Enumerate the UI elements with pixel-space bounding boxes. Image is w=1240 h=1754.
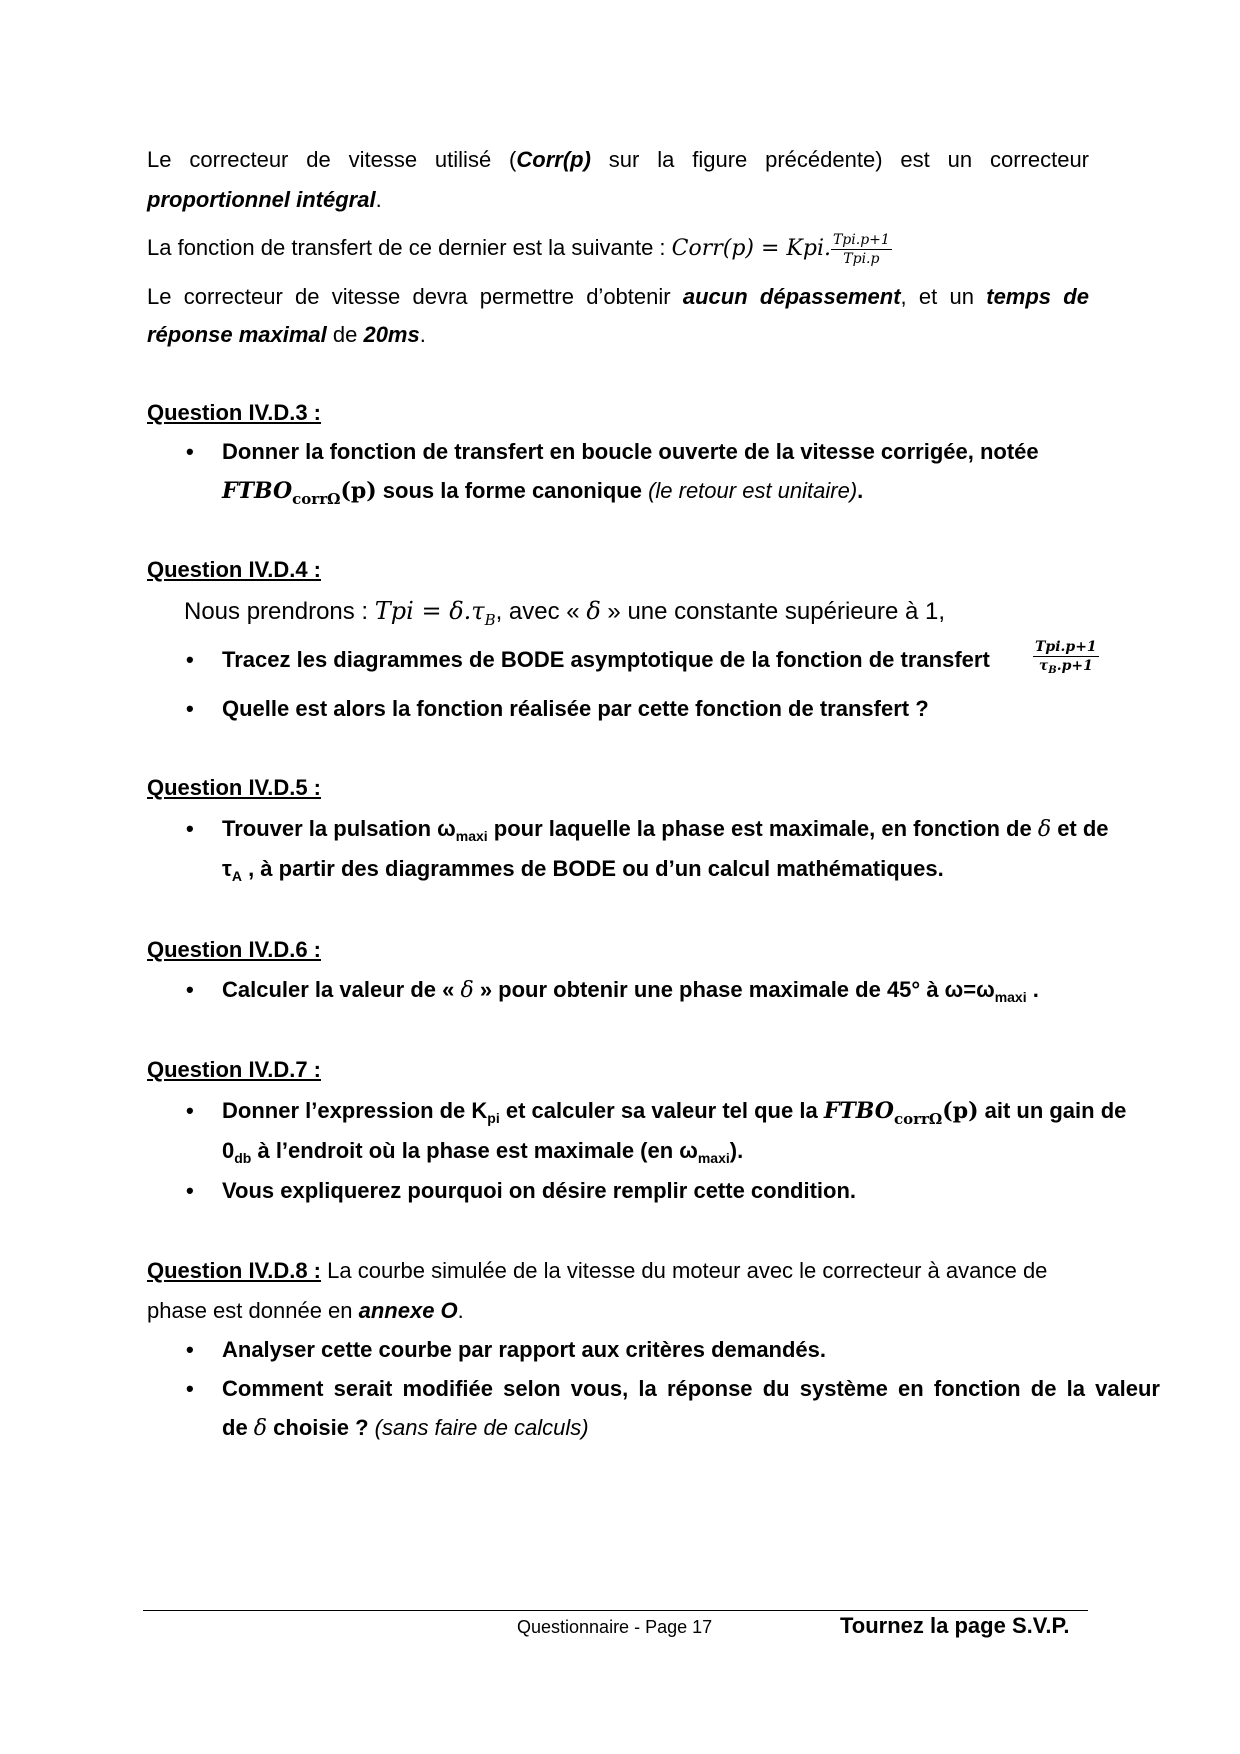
delta-symbol: δ: [253, 1416, 268, 1441]
fraction-denominator: [1033, 657, 1099, 676]
omega-subscript: maxi: [697, 1150, 730, 1166]
text-span: Donner l’expression de K: [222, 1098, 488, 1123]
ftbo-argument: (p): [942, 1098, 979, 1124]
text-span: , avec «: [495, 598, 587, 625]
delta-symbol: δ: [1037, 817, 1052, 842]
tau-symbol: τ: [222, 856, 232, 881]
text-span: et de: [1051, 816, 1109, 841]
text-span: .: [419, 322, 426, 347]
annex-reference: annexe O: [358, 1298, 458, 1323]
q5-item-line-2: [222, 854, 944, 891]
bode-fraction: [1033, 640, 1099, 676]
q4-item-2: [222, 694, 929, 724]
ftbo-subscript: corrΩ: [292, 490, 341, 508]
text-span: .: [457, 1298, 464, 1323]
bullet-icon: •: [186, 1376, 194, 1401]
tau-subscript: B: [1048, 665, 1057, 676]
intro-line-4: [147, 320, 426, 350]
fraction-denominator: Tpi.p: [843, 250, 880, 267]
text-span: » pour obtenir une phase maximale de 45° à ω=ω: [473, 977, 995, 1002]
bullet-icon: •: [186, 1337, 194, 1362]
tau-subscript: A: [231, 868, 242, 884]
omega-subscript: maxi: [455, 828, 488, 844]
text-span: Nous prendrons :: [184, 598, 375, 625]
bullet-icon: •: [186, 647, 194, 672]
text-span: Comment serait modifiée selon vous, la réponse du système en fonction de la valeur: [222, 1376, 1160, 1401]
corr-formula: Corr(p) = Kpi.: [671, 236, 831, 261]
text-span: choisie ?: [267, 1415, 375, 1440]
bullet-icon: •: [186, 977, 194, 1002]
tau-subscript: B: [484, 611, 496, 629]
bullet-icon: •: [186, 439, 194, 464]
question-heading-7: Question IV.D.7 :: [147, 1057, 322, 1082]
response-time-value: 20ms: [363, 322, 420, 347]
q5-item-line-1: [222, 814, 1109, 851]
q3-item-line-2: [222, 476, 863, 514]
text-span: .: [857, 478, 864, 503]
text-span: ).: [729, 1138, 744, 1163]
kpi-subscript: pi: [487, 1110, 500, 1126]
q4-item-1: [222, 645, 990, 675]
ftbo-symbol: FTBO: [222, 478, 293, 504]
ftbo-argument: (p): [340, 478, 377, 504]
text-span: La courbe simulée de la vitesse du moteur avec le correcteur à avance de: [321, 1258, 1048, 1283]
text-span: » une constante supérieure à 1,: [600, 598, 946, 625]
text-span: Quelle est alors la fonction réalisée par cette fonction de transfert ?: [222, 696, 929, 721]
bullet-icon: •: [186, 816, 194, 841]
intro-line-3: [147, 282, 1089, 312]
q8-item-1: [222, 1335, 826, 1365]
intro-line-1: [147, 145, 1089, 175]
intro-line-2: [147, 185, 382, 215]
omega-subscript: maxi: [994, 989, 1027, 1005]
q8-line-1: [147, 1256, 1047, 1286]
q8-item-2-line-2: [222, 1413, 589, 1444]
q6-item: [222, 975, 1039, 1012]
text-span: La fonction de transfert de ce dernier est la suivante :: [147, 235, 672, 260]
db-subscript: db: [234, 1150, 252, 1166]
text-span: Le correcteur de vitesse utilisé (: [147, 147, 517, 172]
text-span: .: [1026, 977, 1039, 1002]
response-time-term: réponse maximal: [147, 322, 327, 347]
text-span: phase est donnée en: [147, 1298, 359, 1323]
ftbo-subscript: corrΩ: [893, 1110, 943, 1128]
text-span: , à partir des diagrammes de BODE ou d’un calcul mathématiques.: [241, 856, 944, 881]
text-span: de: [222, 1415, 254, 1440]
corr-p-term: Corr(p): [516, 147, 591, 172]
text-span: 0: [222, 1138, 235, 1163]
transfer-function-line: [147, 230, 892, 267]
text-span: sur la figure précédente) est un correcteur: [590, 147, 1090, 172]
fraction-numerator: Tpi.p+1: [1035, 639, 1097, 655]
question-heading-4: Question IV.D.4 :: [147, 557, 322, 582]
text-span: Trouver la pulsation: [222, 816, 438, 841]
delta-symbol: δ: [460, 978, 474, 1003]
q8-line-2: [147, 1296, 464, 1326]
omega-symbol: ω: [437, 816, 456, 841]
text-span: Calculer la valeur de «: [222, 977, 461, 1002]
fraction-numerator: Tpi.p+1: [832, 231, 890, 248]
q8-item-2-line-1: [222, 1374, 1160, 1404]
text-span: Le correcteur de vitesse devra permettre d’obtenir: [147, 284, 683, 309]
question-heading-3: Question IV.D.3 :: [147, 400, 322, 425]
no-calculation-note: (sans faire de calculs): [374, 1415, 589, 1440]
bullet-icon: •: [186, 1178, 194, 1203]
tpi-formula: Tpi = δ.τ: [374, 597, 485, 625]
text-span: à l’endroit où la phase est maximale (en ω: [251, 1138, 698, 1163]
corr-fraction: [831, 233, 892, 266]
unit-feedback-note: (le retour est unitaire): [648, 478, 858, 503]
lead-fraction: [1033, 640, 1099, 676]
ftbo-symbol: FTBO: [823, 1098, 894, 1124]
text-span: ait un gain de: [978, 1098, 1127, 1123]
question-heading-6: Question IV.D.6 :: [147, 937, 322, 962]
text-span: sous la forme canonique: [376, 478, 649, 503]
bullet-icon: •: [186, 696, 194, 721]
text-span: Vous expliquerez pourquoi on désire remplir cette condition.: [222, 1178, 857, 1203]
text-span: , et un: [900, 284, 987, 309]
q3-item-line-1: [222, 437, 1039, 467]
text-span: .p+1: [1056, 658, 1093, 674]
q7-item-2: [222, 1176, 856, 1206]
page-number: Questionnaire - Page 17: [517, 1617, 713, 1637]
q7-item-1-line-1: [222, 1096, 1126, 1134]
text-span: Donner la fonction de transfert en boucle ouverte de la vitesse corrigée, notée: [222, 439, 1039, 464]
pi-corrector-term: proportionnel intégral: [147, 187, 376, 212]
question-heading-5: Question IV.D.5 :: [147, 775, 322, 800]
turn-page-note: Tournez la page S.V.P.: [840, 1613, 1070, 1638]
text-span: et calculer sa valeur tel que la: [499, 1098, 824, 1123]
text-span: de: [326, 322, 364, 347]
no-overshoot-term: aucun dépassement: [682, 284, 901, 309]
q7-item-1-line-2: [222, 1136, 743, 1173]
response-time-term: temps de: [986, 284, 1089, 309]
bullet-icon: •: [186, 1098, 194, 1123]
text-span: Tracez les diagrammes de BODE asymptotique de la fonction de transfert: [222, 647, 990, 672]
text-span: .: [375, 187, 382, 212]
tau-symbol: τ: [1038, 658, 1049, 674]
text-span: Analyser cette courbe par rapport aux critères demandés.: [222, 1337, 827, 1362]
text-span: pour laquelle la phase est maximale, en fonction de: [487, 816, 1038, 841]
delta-symbol: δ: [586, 597, 601, 625]
q4-intro: [184, 596, 945, 635]
question-heading-8: Question IV.D.8 :: [147, 1258, 322, 1283]
